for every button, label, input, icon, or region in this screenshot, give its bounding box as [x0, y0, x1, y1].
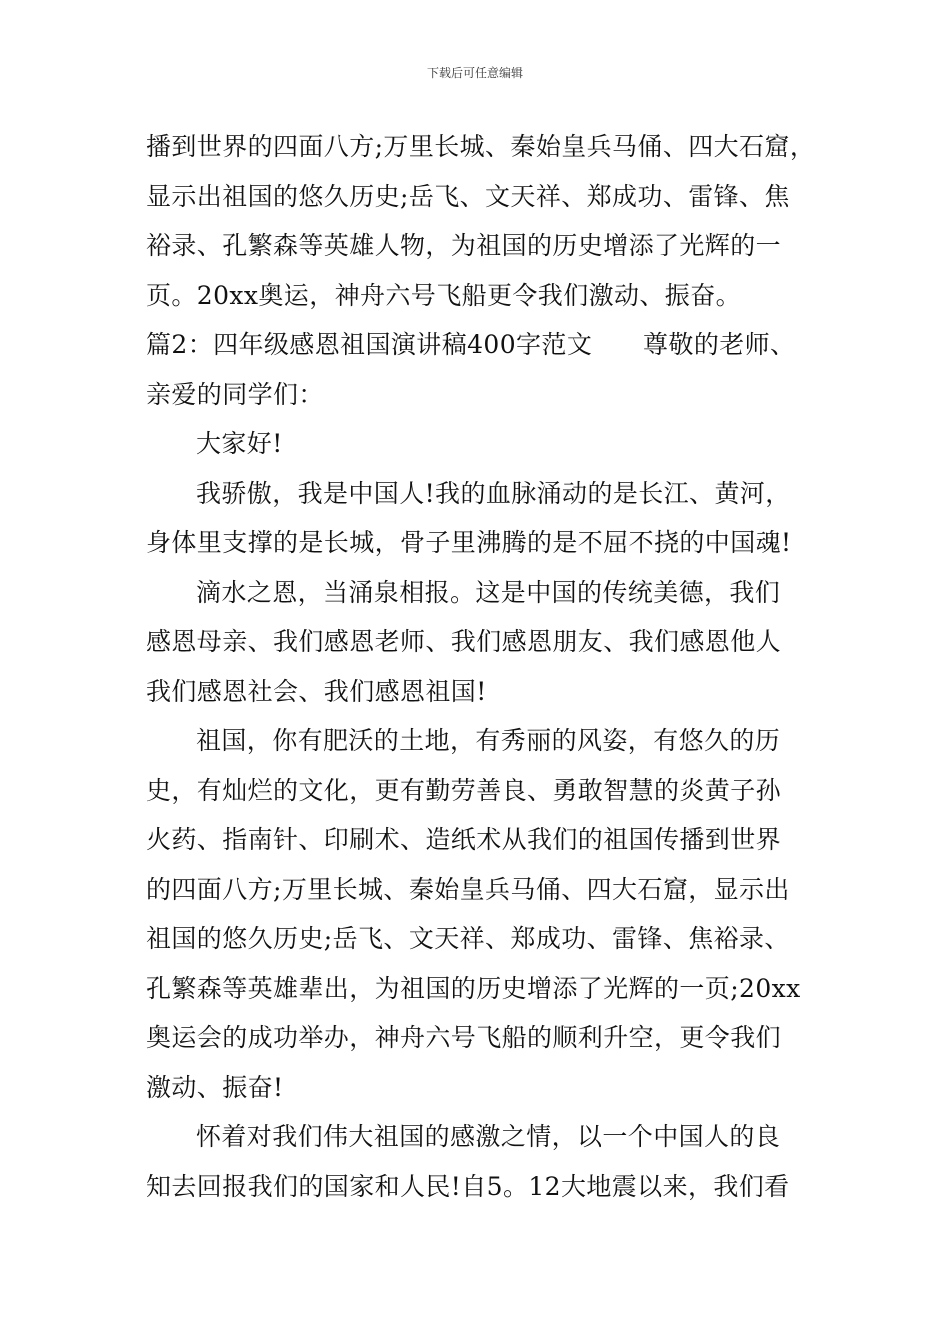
text-line: 滴水之恩，当涌泉相报。这是中国的传统美德，我们 [196, 577, 781, 607]
text-line: 孔繁森等英雄辈出，为祖国的历史增添了光辉的一页;20xx [146, 973, 801, 1003]
text-line: 我骄傲，我是中国人!我的血脉涌动的是长江、黄河， [196, 478, 791, 508]
text-line: 奥运会的成功举办，神舟六号飞船的顺利升空，更令我们 [146, 1023, 782, 1052]
text-line: 我们感恩社会、我们感恩祖国! [146, 676, 487, 706]
text-line: 大家好! [196, 429, 283, 458]
header-note: 下载后可任意编辑 [426, 66, 523, 80]
text-line: 激动、振奋! [146, 1072, 284, 1102]
text-line: 亲爱的同学们： [146, 379, 324, 409]
text-line: 的四面八方;万里长城、秦始皇兵马俑、四大石窟，显示出 [146, 874, 790, 904]
text-line: 页。20xx奥运，神舟六号飞船更令我们激动、振奋。 [146, 280, 742, 310]
text-line: 篇2：四年级感恩祖国演讲稿400字范文 尊敬的老师、 [146, 330, 796, 359]
text-line: 裕录、孔繁森等英雄人物，为祖国的历史增添了光辉的一 [146, 231, 782, 260]
text-line: 身体里支撑的是长城，骨子里沸腾的是不屈不挠的中国魂! [146, 528, 792, 557]
text-line: 感恩母亲、我们感恩老师、我们感恩朋友、我们感恩他人 [146, 627, 782, 656]
text-line: 祖国，你有肥沃的土地，有秀丽的风姿，有悠久的历 [196, 726, 781, 755]
text-line: 显示出祖国的悠久历史;岳飞、文天祥、郑成功、雷锋、焦 [146, 181, 790, 211]
text-line: 知去回报我们的国家和人民!自5。12大地震以来，我们看 [146, 1171, 790, 1201]
text-line: 火药、指南针、印刷术、造纸术从我们的祖国传播到世界 [146, 825, 782, 854]
body-text [146, 122, 826, 1211]
text-line: 怀着对我们伟大祖国的感激之情，以一个中国人的良 [196, 1122, 781, 1151]
text-line: 祖国的悠久历史;岳飞、文天祥、郑成功、雷锋、焦裕录、 [146, 924, 790, 953]
text-line: 播到世界的四面八方;万里长城、秦始皇兵马俑、四大石窟， [146, 132, 816, 161]
text-line: 史，有灿烂的文化，更有勤劳善良、勇敢智慧的炎黄子孙 [146, 775, 782, 805]
